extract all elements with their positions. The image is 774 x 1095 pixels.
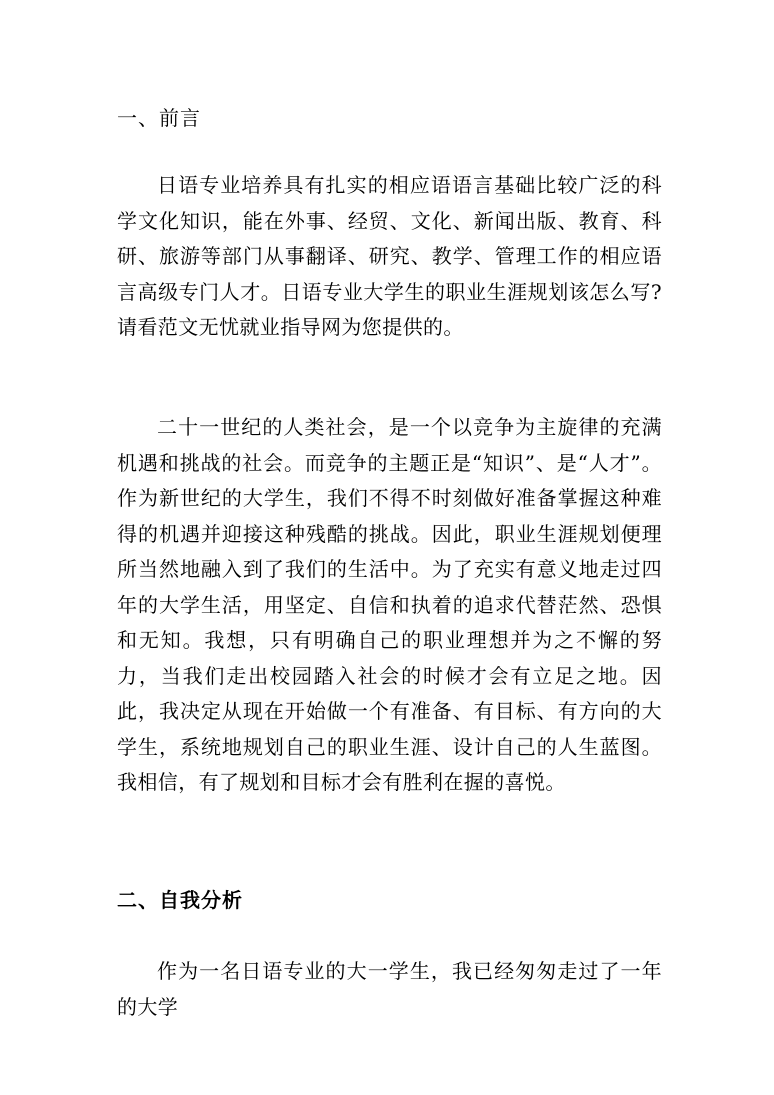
paragraph-21st-century: 二十一世纪的人类社会，是一个以竞争为主旋律的充满机遇和挑战的社会。而竞争的主题正是“知识”、是“人才”。作为新世纪的大学生，我们不得不时刻做好准备掌握这种难得的机遇并迎接这种残酷的挑战。因此，职业生涯规划便理所当然地融入到了我们的生活中。为了充实有意义地走过四年的大学生活，用坚定、自信和执着的追求代替茫然、恐惧和无知。我想，只有明确自己的职业理想并为之不懈的努力，当我们走出校园踏入社会的时候才会有立足之地。因此，我决定从现在开始做一个有准备、有目标、有方向的大学生，系统地规划自己的职业生涯、设计自己的人生蓝图。我相信，有了规划和目标才会有胜利在握的喜悦。: [117, 415, 662, 794]
section-heading-preface: 一、前言: [117, 106, 201, 130]
paragraph-intro: 日语专业培养具有扎实的相应语语言基础比较广泛的科学文化知识，能在外事、经贸、文化、新闻出版、教育、科研、旅游等部门从事翻译、研究、教学、管理工作的相应语言高级专门人才。日语专业大学生的职业生涯规划该怎么写?请看范文无忧就业指导网为您提供的。: [117, 173, 662, 339]
section-heading-self-analysis: 二、自我分析: [117, 888, 243, 912]
paragraph-self-analysis: 作为一名日语专业的大一学生，我已经匆匆走过了一年的大学: [117, 959, 662, 1019]
